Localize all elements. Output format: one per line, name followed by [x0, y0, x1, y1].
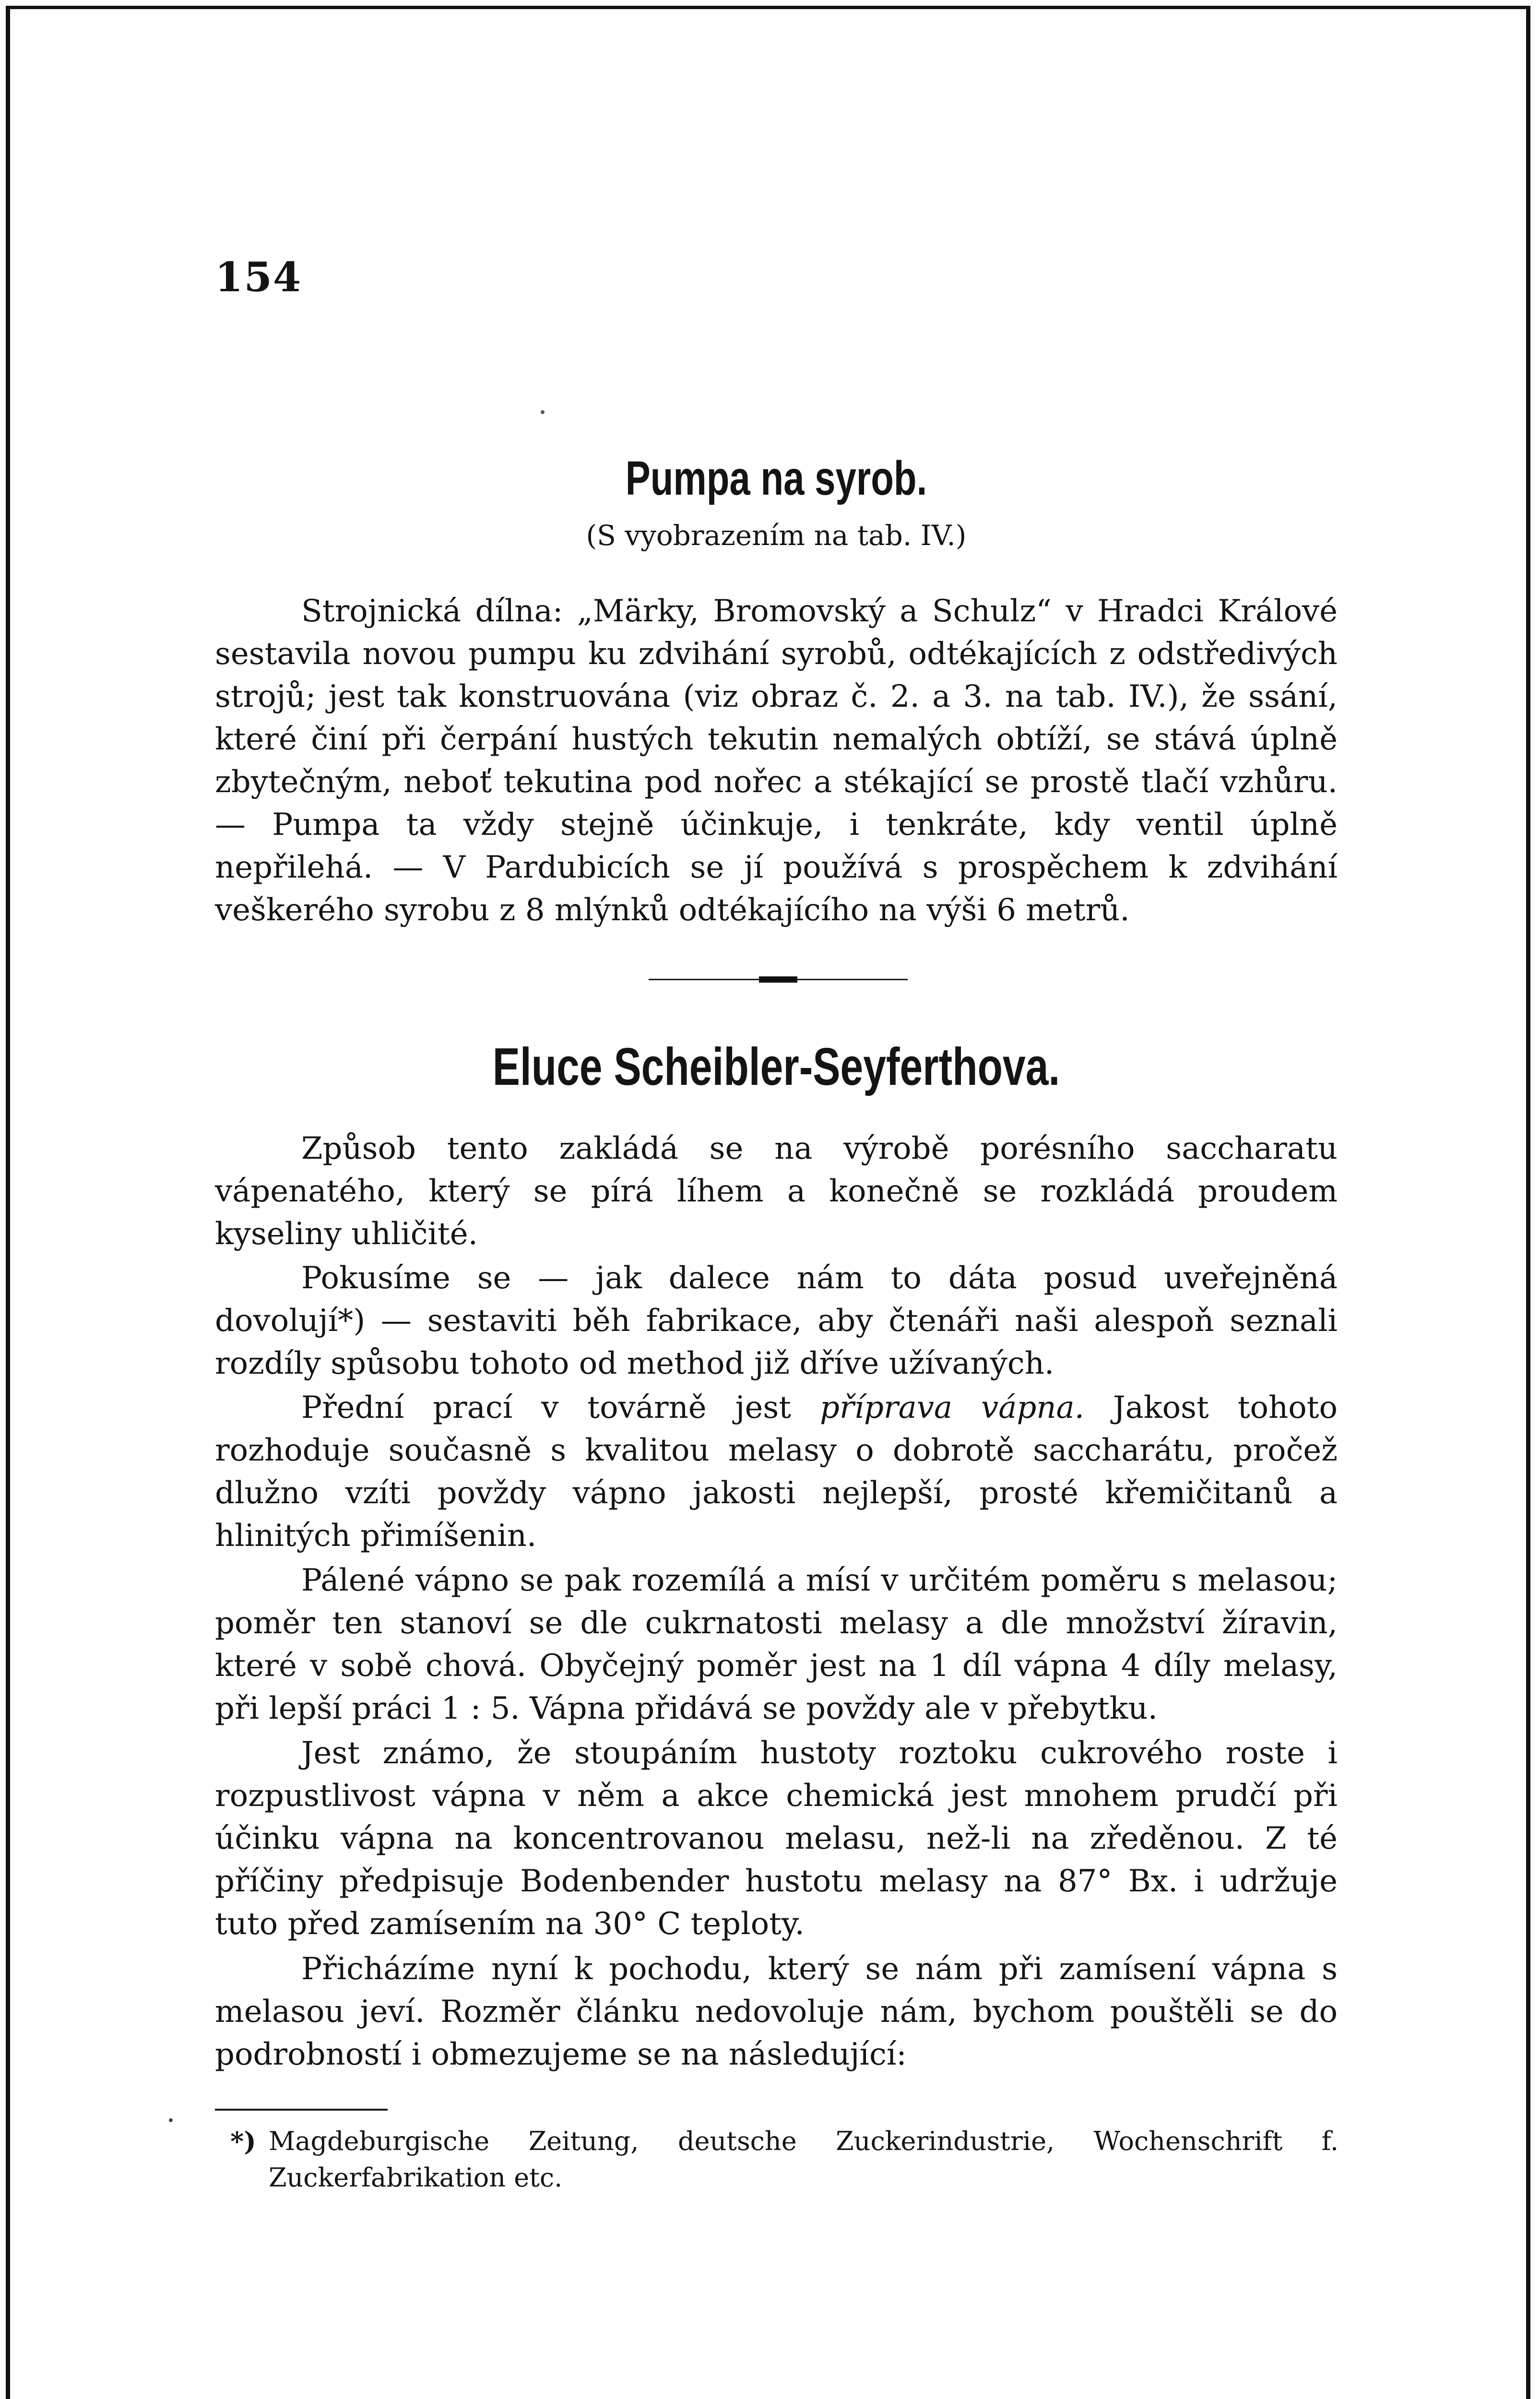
footnote-text: Magdeburgische Zeitung, deutsche Zuckerindustrie, Wochenschrift f. Zuckerfabrikation etc.: [269, 2126, 1339, 2193]
paragraph-pumpa: Strojnická dílna: „Märky, Bromovský a Schulz“ v Hradci Králové sestavila novou pumpu ku zdvihání syrobů, odtékajících z odstředivých strojů; jest tak konstruována (viz obraz č. 2. a 3. na tab. IV.), že ssání, které činí při čerpání hustých tekutin nemalých obtíží, se stává úplně zbytečným, neboť tekutina pod nořec a stékající se prostě tlačí vzhůru. — Pumpa ta vždy stejně účinkuje, i tenkráte, kdy ventil úplně nepřilehá. — V Pardubicích se jí používá s prospěchem k zdvihání veškerého syrobu z 8 mlýnků odtékajícího na výši 6 metrů.: [215, 594, 1338, 928]
paragraph-3-end: Jakost tohoto rozhoduje současně s kvalitou melasy o dobrotě saccharátu, pročež dlužno vzíti povždy vápno jakosti nejlepší, prosté křemičitanů a hlinitých přimíšenin.: [215, 1390, 1338, 1554]
footnote-rule: [215, 2109, 388, 2111]
speck: [169, 2118, 173, 2122]
speck: [541, 410, 545, 414]
footnote-mark: *): [230, 2126, 256, 2157]
paragraph-1: Způsob tento zakládá se na výrobě porésního saccharatu vápenatého, který se pírá líhem a konečně se rozkládá proudem kyseliny uhličité.: [215, 1131, 1338, 1252]
paragraph-6: Přicházíme nyní k pochodu, který se nám při zamísení vápna s melasou jeví. Rozměr článku nedovoluje nám, bychom pouštěli se do podrobností i obmezujeme se na následující:: [215, 1951, 1338, 2072]
paragraph-3-start: Přední prací v továrně jest: [301, 1390, 820, 1425]
paragraph-5: Jest známo, že stoupáním hustoty roztoku cukrového roste i rozpustlivost vápna v něm a akce chemická jest mnohem prudčí při účinku vápna na koncentrovanou melasu, než-li na zředěnou. Z té příčiny předpisuje Bodenbender hustotu melasy na 87° Bx. i udržuje tuto před zamísením na 30° C teploty.: [215, 1735, 1338, 1942]
paragraph-2: Pokusíme se — jak dalece nám to dáta posud uveřejněná dovolují*) — sestaviti běh fabrikace, aby čtenáři naši alespoň seznali rozdíly spůsobu tohoto od method již dříve užívaných.: [215, 1260, 1338, 1381]
article-title-pumpa: Pumpa na syrob.: [625, 451, 927, 505]
page-number: 154: [215, 253, 302, 301]
paragraph-4: Pálené vápno se pak rozemílá a mísí v určitém poměru s melasou; poměr ten stanoví se dle cukrnatosti melasy a dle množství žíravin, které v sobě chová. Obyčejný poměr jest na 1 díl vápna 4 díly melasy, při lepší práci 1 : 5. Vápna přidává se povždy ale v přebytku.: [215, 1563, 1338, 1726]
paragraph-3: [215, 1387, 1338, 1557]
paragraph-3-italic: příprava vápna.: [819, 1390, 1085, 1425]
footnote: [230, 2123, 1339, 2196]
article-subtitle: (S vyobrazením na tab. IV.): [586, 519, 967, 552]
section-divider: [649, 976, 908, 983]
article-title-eluce: Eluce Scheibler-Seyferthova.: [492, 1037, 1060, 1096]
